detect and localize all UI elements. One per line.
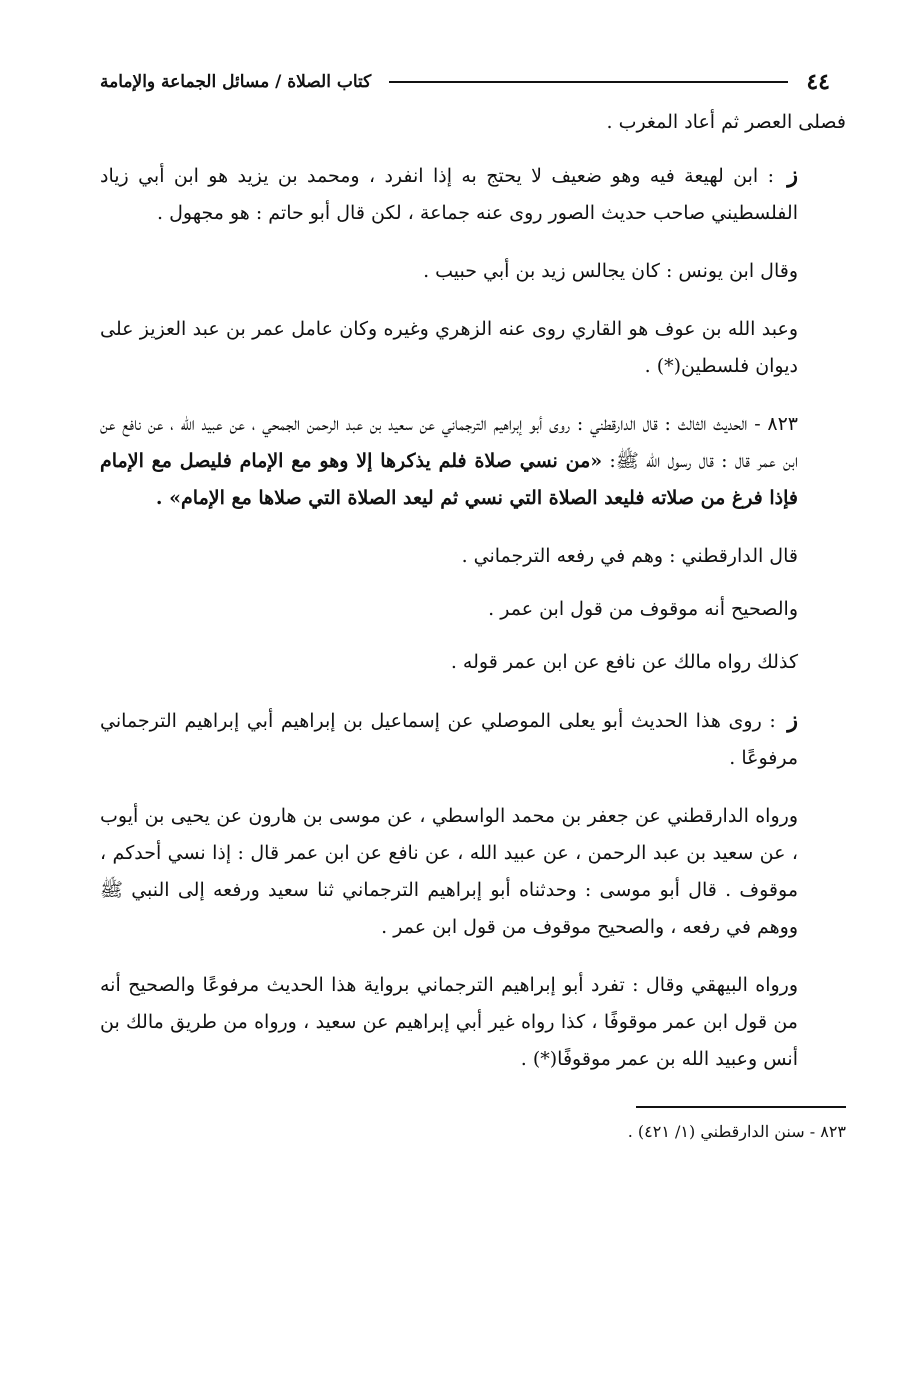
editor-note-marker: ز xyxy=(787,162,798,188)
paragraph-text: ورواه البيهقي وقال : تفرد أبو إبراهيم الترجماني برواية هذا الحديث مرفوعًا والصحيح أنه من قول ابن عمر موقوفًا ، كذا رواه غير أبي إبراهيم عن سعيد ، ورواه من طريق مالك بن أنس وعبيد الله بن عمر موقوفًا(*) . xyxy=(100,974,798,1070)
hadith-lead-text: ٨٢٣ - الحديث الثالث : قال الدارقطني : روى أبو إبراهيم الترجماني عن سعيد بن عبد الرحمن الجمحي ، عن عبيد الله ، عن نافع عن ابن عمر قال : قال رسول الله ﷺ: xyxy=(100,413,798,472)
paragraph xyxy=(100,253,846,290)
paragraph-text: : روى هذا الحديث أبو يعلى الموصلي عن إسماعيل بن إبراهيم أبي إبراهيم الترجماني مرفوعًا . xyxy=(100,710,798,769)
paragraph-text: وعبد الله بن عوف هو القاري روى عنه الزهري وغيره وكان عامل عمر بن عبد العزيز على ديوان فلسطين(*) . xyxy=(100,318,798,377)
page-body xyxy=(100,104,846,1078)
paragraph-text: فصلى العصر ثم أعاد المغرب . xyxy=(606,111,846,133)
paragraph xyxy=(100,157,846,232)
paragraph xyxy=(100,798,846,946)
paragraph-text: كذلك رواه مالك عن نافع عن ابن عمر قوله . xyxy=(450,651,798,673)
editor-note-marker: ز xyxy=(787,707,798,733)
page-header xyxy=(100,60,846,104)
paragraph xyxy=(100,538,846,575)
paragraph xyxy=(100,591,846,628)
paragraph xyxy=(100,104,846,141)
paragraph xyxy=(100,702,846,777)
footnote: ٨٢٣ - سنن الدارقطني (١/ ٤٢١) . xyxy=(627,1122,846,1141)
paragraph xyxy=(100,967,846,1078)
page-number: ٤٤ xyxy=(806,69,830,95)
footnote-rule xyxy=(636,1106,846,1108)
paragraph xyxy=(100,311,846,385)
hadith-paragraph xyxy=(100,406,846,517)
paragraph-text: ورواه الدارقطني عن جعفر بن محمد الواسطي ، عن موسى بن هارون عن يحيى بن أيوب ، عن سعيد بن عبد الرحمن ، عن عبيد الله ، عن نافع عن ابن عمر قال : إذا نسي أحدكم ، موقوف . قال أبو موسى : وحدثناه أبو إبراهيم الترجماني ثنا سعيد ورفعه إلى النبي ﷺ ووهم في رفعه ، والصحيح موقوف من قول ابن عمر . xyxy=(100,805,798,938)
header-rule xyxy=(389,81,788,83)
paragraph xyxy=(100,644,846,681)
paragraph-text: والصحيح أنه موقوف من قول ابن عمر . xyxy=(488,598,798,620)
paragraph-text: وقال ابن يونس : كان يجالس زيد بن أبي حبيب . xyxy=(423,260,798,282)
book-page xyxy=(100,60,846,1146)
paragraph-text: : ابن لهيعة فيه وهو ضعيف لا يحتج به إذا انفرد ، ومحمد بن يزيد هو ابن أبي زياد الفلسطيني صاحب حديث الصور روى عنه جماعة ، لكن قال أبو حاتم : هو مجهول . xyxy=(100,165,798,224)
running-title: كتاب الصلاة / مسائل الجماعة والإمامة xyxy=(100,72,372,92)
paragraph-text: قال الدارقطني : وهم في رفعه الترجماني . xyxy=(461,545,798,567)
hadith-quote: «من نسي صلاة فلم يذكرها إلا وهو مع الإمام فليصل مع الإمام فإذا فرغ من صلاته فليعد الصلاة التي نسي ثم ليعد الصلاة التي صلاها مع الإمام» . xyxy=(100,450,798,509)
